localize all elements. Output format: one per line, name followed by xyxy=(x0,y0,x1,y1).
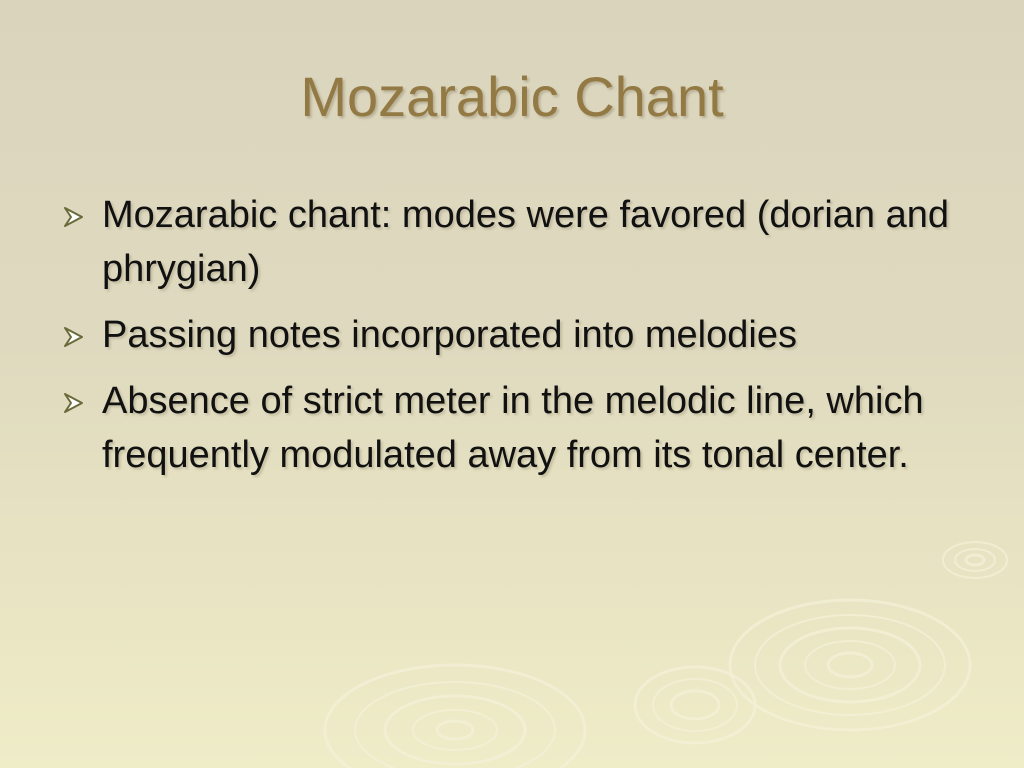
bullet-item xyxy=(62,188,982,296)
bullet-text: Absence of strict meter in the melodic line, which frequently modulated away from its tonal center. xyxy=(102,380,924,476)
arrow-bullet-icon xyxy=(62,206,88,228)
bullet-item xyxy=(62,308,982,362)
bullet-list xyxy=(62,188,982,494)
bullet-item xyxy=(62,374,982,482)
arrow-bullet-icon xyxy=(62,392,88,414)
arrow-bullet-icon xyxy=(62,326,88,348)
bullet-text: Passing notes incorporated into melodies xyxy=(102,314,797,356)
slide-title: Mozarabic Chant xyxy=(300,65,724,128)
bullet-text: Mozarabic chant: modes were favored (dorian and phrygian) xyxy=(102,194,950,290)
